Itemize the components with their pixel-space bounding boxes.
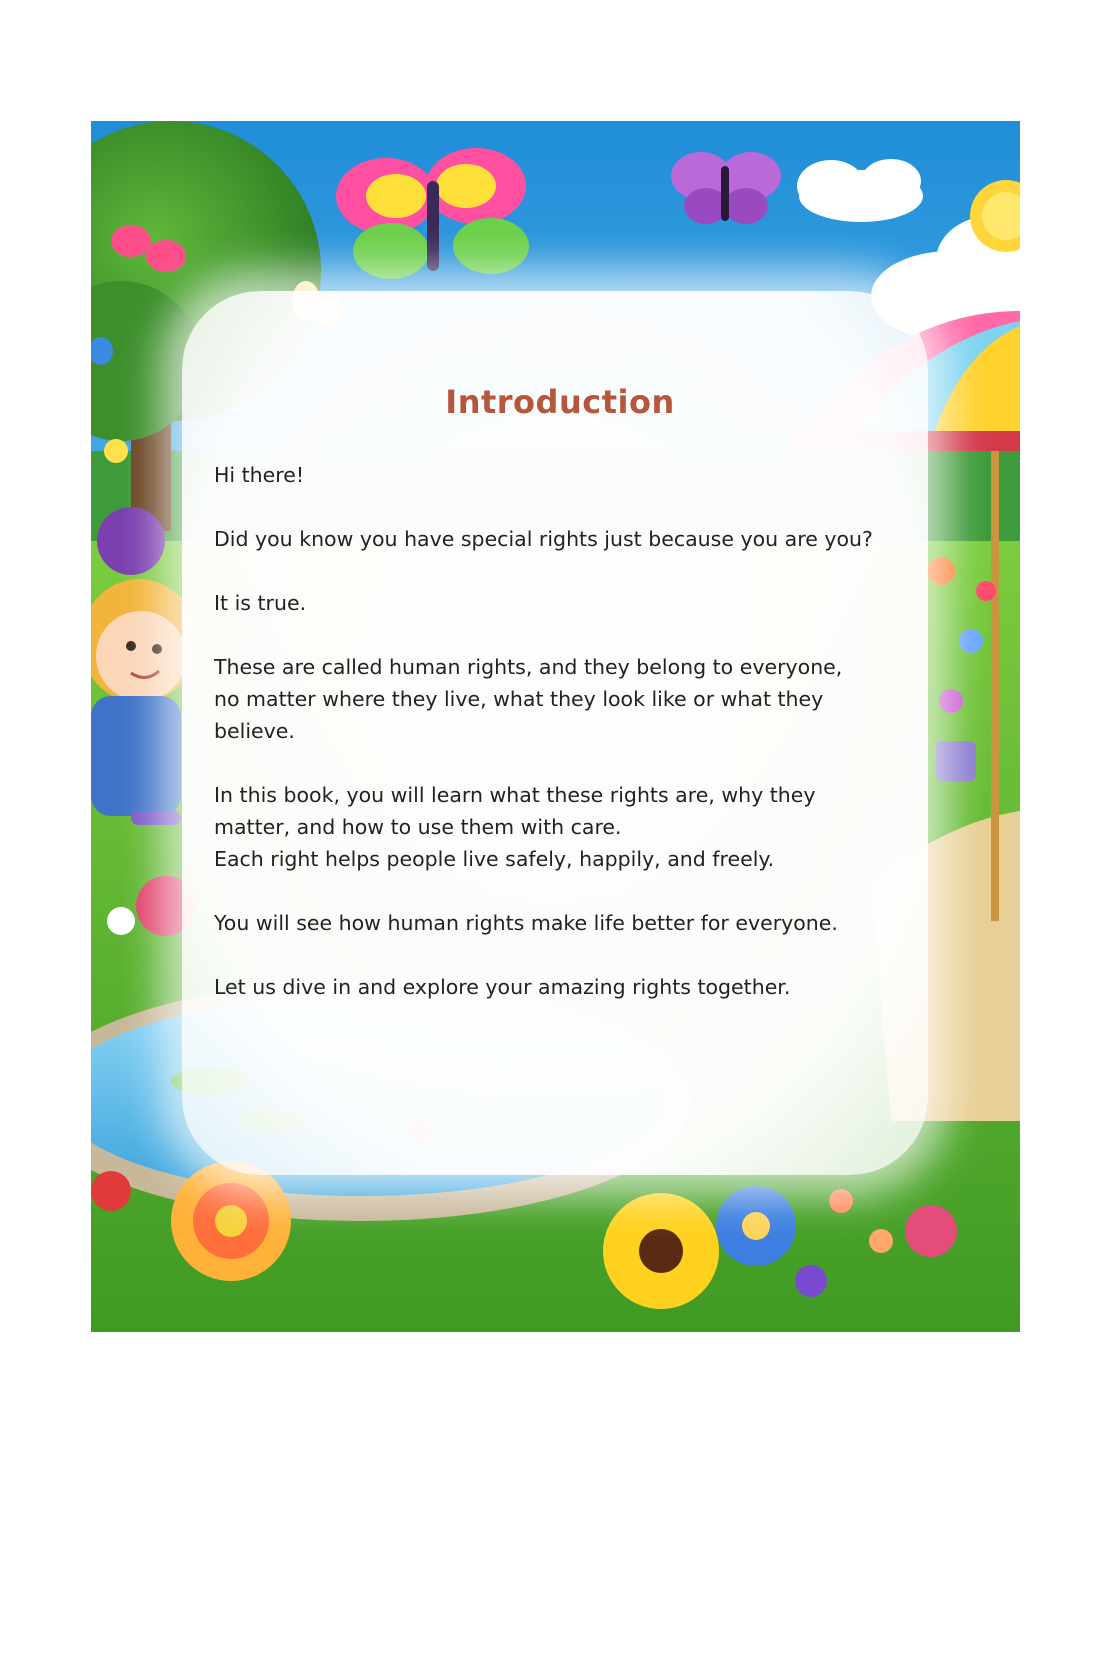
butterfly-purple <box>671 152 781 224</box>
paragraph-life-better: You will see how human rights make life better for everyone. <box>214 911 838 935</box>
paragraph-human-rights: These are called human rights, and they belong to everyone, no matter where they live, what they look like or what they believe. <box>214 655 843 743</box>
paragraph-dive-in: Let us dive in and explore your amazing rights together. <box>214 975 791 999</box>
paragraph-this-book: In this book, you will learn what these rights are, why they matter, and how to use them with care. <box>214 783 816 839</box>
page-title: Introduction <box>445 383 675 421</box>
butterfly-large <box>336 148 529 279</box>
paragraph-greeting: Hi there! <box>214 463 305 487</box>
paragraph-each-right: Each right helps people live safely, happily, and freely. <box>214 847 775 871</box>
paragraph-question: Did you know you have special rights just because you are you? <box>214 527 873 551</box>
paragraph-true: It is true. <box>214 591 307 615</box>
